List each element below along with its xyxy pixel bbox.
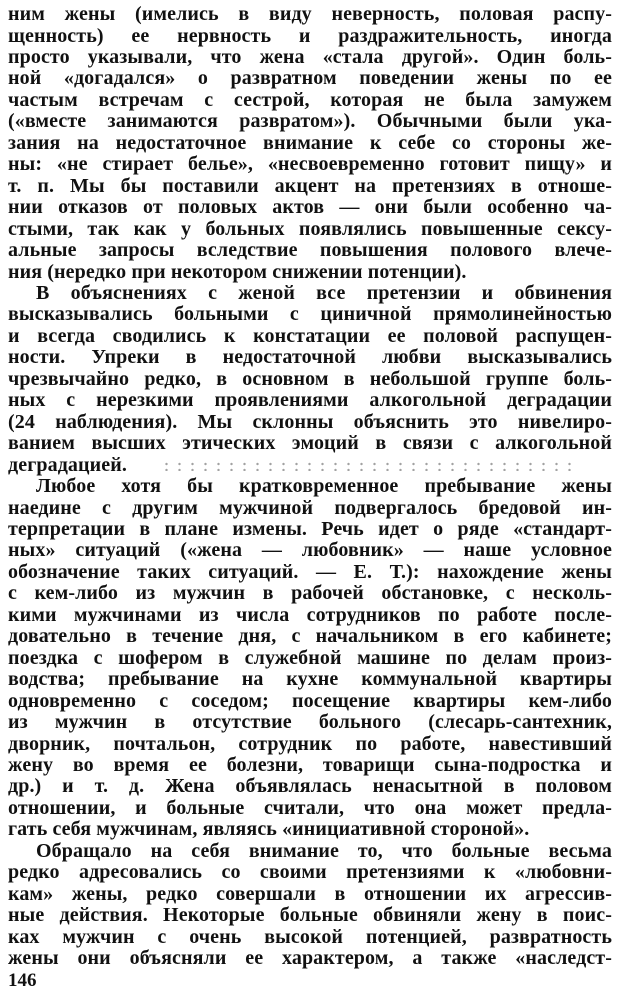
text-line: нии отказов от половых актов — они были особенно ча- (8, 196, 612, 219)
text-line: довательно в течение дня, с начальником в его кабинете; (8, 625, 612, 648)
text-line: щенность) ее нервность и раздражительность, иногда (8, 24, 612, 47)
text-line: альные запросы вследствие повышения полового влече- (8, 239, 612, 261)
text-line: одновременно с соседом; посещение квартиры кем-либо (8, 689, 612, 712)
text-line: кими мужчинами из числа сотрудников по работе после- (8, 603, 612, 626)
text-line: ности. Упреки в недостаточной любви высказывались (8, 346, 612, 369)
print-smudge (160, 461, 580, 471)
paragraph-first-line: Обращало на себя внимание то, что больные весьма (36, 839, 612, 862)
text-line: чрезвычайно редко, в основном в небольшой группе боль- (8, 367, 612, 390)
text-line: др.) и т. д. Жена объявлялась ненасытной в половом (8, 775, 612, 798)
text-line: жену во время ее болезни, товарищи сына-подростка и (8, 753, 612, 776)
text-line: наедине с другим мужчиной подвергалось бредовой ин- (8, 496, 612, 519)
text-line: жены они объясняли ее характером, а также «наследст- (8, 947, 612, 969)
text-line: ной «догадался» о развратном поведении жены по ее (8, 67, 612, 90)
text-line: кам» жены, редко совершали в отношении их агрессив- (8, 882, 612, 905)
text-line: ные действия. Некоторые больные обвиняли жену в поис- (8, 904, 612, 927)
text-line: водства; пребывание на кухне коммунальной квартиры (8, 668, 612, 691)
text-line: поездка с шофером в служебной машине по делам произ- (8, 646, 612, 669)
text-line: просто указывали, что жена «стала другой». Один боль- (8, 45, 612, 68)
text-line: гать себя мужчинам, являясь «инициативной стороной». (8, 818, 530, 841)
text-line: ных» ситуаций («жена — любовник» — наше условное (8, 539, 612, 562)
text-line: стыми, так как у больных появлялись повышенные сексу- (8, 217, 612, 240)
text-line: зания на недостаточное внимание к себе со стороны же- (8, 131, 612, 154)
text-line: ния (нередко при некотором снижении потенции). (8, 260, 467, 283)
page-number: 146 (8, 970, 37, 991)
text-line: обозначение таких ситуаций. — Е. Т.): нахождение жены (8, 560, 612, 583)
text-line: частым встречам с сестрой, которая не была замужем (8, 88, 612, 111)
text-line: ных с нерезкими проявлениями алкогольной деградации (8, 389, 612, 412)
text-line: из мужчин в отсутствие больного (слесарь-сантехник, (8, 711, 612, 733)
text-line: (24 наблюдения). Мы склонны объяснить это нивелиро- (8, 410, 612, 433)
text-line: отношении, и больные считали, что она может предла- (8, 796, 612, 819)
text-line: терпретации в плане измены. Речь идет о ряде «стандарт- (8, 517, 612, 540)
text-line: ны: «не стирает белье», «несвоевременно готовит пищу» и (8, 153, 612, 176)
text-line: («вместе занимаются развратом»). Обычными были ука- (8, 110, 612, 133)
text-line: дворник, почтальон, сотрудник по работе, навестивший (8, 732, 612, 755)
text-line: т. п. Мы бы поставили акцент на претензиях в отноше- (8, 174, 612, 197)
text-line: ним жены (имелись в виду неверность, половая распу- (8, 3, 612, 25)
text-line: и всегда сводились к констатации ее половой распущен- (8, 324, 612, 347)
text-line: редко адресовались со своими претензиями к «любовни- (8, 861, 612, 884)
paragraph-first-line: Любое хотя бы кратковременное пребывание жены (36, 475, 612, 497)
paragraph-first-line: В объяснениях с женой все претензии и обвинения (36, 281, 612, 304)
text-line: с кем-либо из мужчин в рабочей обстановке, с несколь- (8, 582, 612, 605)
text-line: деградацией. (8, 453, 127, 476)
text-line: ванием высших этических эмоций в связи с алкогольной (8, 432, 612, 455)
text-line: ках мужчин с очень высокой потенцией, развратность (8, 925, 612, 948)
text-line: высказывались больными с циничной прямолинейностью (8, 303, 612, 326)
